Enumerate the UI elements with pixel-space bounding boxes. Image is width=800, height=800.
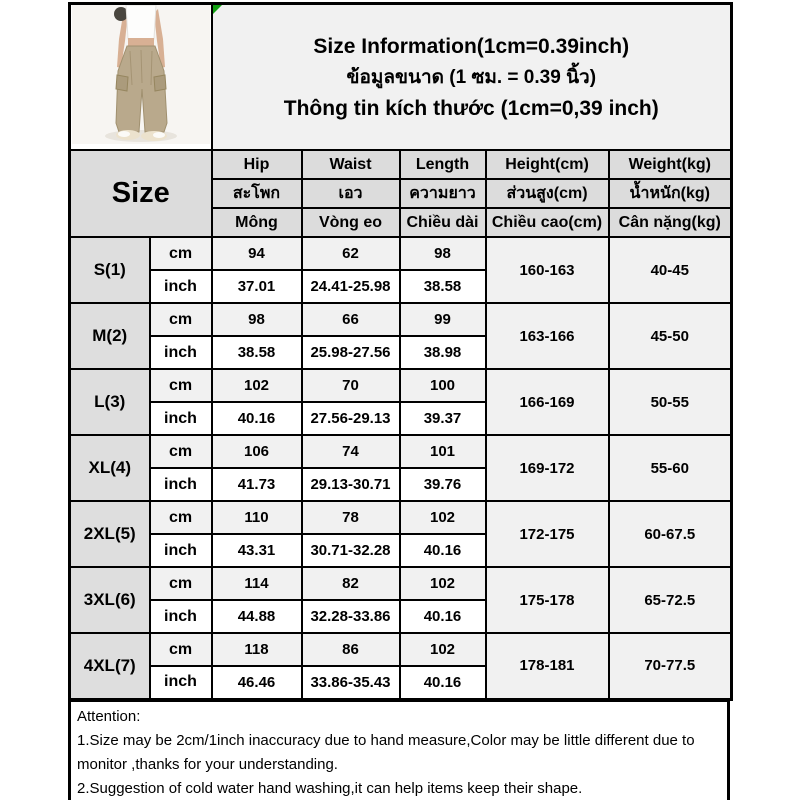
weight-range: 65-72.5 bbox=[609, 567, 732, 633]
length-cm-value: 102 bbox=[400, 501, 486, 534]
length-inch-value: 38.58 bbox=[400, 270, 486, 303]
attention-line-2: 2.Suggestion of cold water hand washing,it can help items keep their shape. bbox=[77, 779, 583, 797]
size-cell: 3XL(6) bbox=[70, 567, 150, 633]
col-hip-th: สะโพก bbox=[212, 179, 302, 208]
length-cm-value: 102 bbox=[400, 633, 486, 666]
waist-cm-value: 70 bbox=[302, 369, 400, 402]
hip-cm-value: 106 bbox=[212, 435, 302, 468]
waist-cm-value: 82 bbox=[302, 567, 400, 600]
hip-inch-value: 46.46 bbox=[212, 666, 302, 699]
length-inch-value: 39.76 bbox=[400, 468, 486, 501]
waist-cm-value: 74 bbox=[302, 435, 400, 468]
unit-cm-cell: cm bbox=[150, 369, 212, 402]
hip-inch-value: 37.01 bbox=[212, 270, 302, 303]
weight-range: 55-60 bbox=[609, 435, 732, 501]
waist-inch-value: 29.13-30.71 bbox=[302, 468, 400, 501]
height-range: 172-175 bbox=[486, 501, 609, 567]
length-cm-value: 102 bbox=[400, 567, 486, 600]
length-inch-value: 40.16 bbox=[400, 600, 486, 633]
length-inch-value: 40.16 bbox=[400, 666, 486, 699]
hip-inch-value: 43.31 bbox=[212, 534, 302, 567]
size-header-cell: Size bbox=[70, 150, 212, 237]
col-hip-vi: Mông bbox=[212, 208, 302, 237]
length-cm-value: 98 bbox=[400, 237, 486, 270]
excel-corner-marker-icon bbox=[213, 5, 222, 14]
waist-cm-value: 78 bbox=[302, 501, 400, 534]
col-weight-th: น้ำหนัก(kg) bbox=[609, 179, 732, 208]
col-weight-en: Weight(kg) bbox=[609, 150, 732, 179]
attention-note bbox=[68, 699, 730, 800]
waist-inch-value: 32.28-33.86 bbox=[302, 600, 400, 633]
col-waist-th: เอว bbox=[302, 179, 400, 208]
length-inch-value: 40.16 bbox=[400, 534, 486, 567]
unit-cm-cell: cm bbox=[150, 633, 212, 666]
size-cell: S(1) bbox=[70, 237, 150, 303]
hip-cm-value: 114 bbox=[212, 567, 302, 600]
col-height-en: Height(cm) bbox=[486, 150, 609, 179]
unit-inch-cell: inch bbox=[150, 468, 212, 501]
waist-inch-value: 24.41-25.98 bbox=[302, 270, 400, 303]
attention-heading: Attention: bbox=[77, 707, 141, 725]
unit-inch-cell: inch bbox=[150, 666, 212, 699]
hip-inch-value: 41.73 bbox=[212, 468, 302, 501]
hip-inch-value: 38.58 bbox=[212, 336, 302, 369]
height-range: 178-181 bbox=[486, 633, 609, 699]
size-chart bbox=[68, 2, 730, 800]
waist-inch-value: 25.98-27.56 bbox=[302, 336, 400, 369]
waist-inch-value: 30.71-32.28 bbox=[302, 534, 400, 567]
length-inch-value: 39.37 bbox=[400, 402, 486, 435]
hip-cm-value: 110 bbox=[212, 501, 302, 534]
title-cell bbox=[212, 4, 732, 151]
size-cell: 2XL(5) bbox=[70, 501, 150, 567]
unit-cm-cell: cm bbox=[150, 501, 212, 534]
height-range: 169-172 bbox=[486, 435, 609, 501]
weight-range: 40-45 bbox=[609, 237, 732, 303]
hip-inch-value: 40.16 bbox=[212, 402, 302, 435]
col-waist-vi: Vòng eo bbox=[302, 208, 400, 237]
size-cell: L(3) bbox=[70, 369, 150, 435]
title-thai: ข้อมูลขนาด (1 ซม. = 0.39 นิ้ว) bbox=[346, 66, 597, 88]
col-waist-en: Waist bbox=[302, 150, 400, 179]
size-cell: 4XL(7) bbox=[70, 633, 150, 699]
waist-cm-value: 62 bbox=[302, 237, 400, 270]
hip-cm-value: 98 bbox=[212, 303, 302, 336]
weight-range: 70-77.5 bbox=[609, 633, 732, 699]
col-weight-vi: Cân nặng(kg) bbox=[609, 208, 732, 237]
unit-inch-cell: inch bbox=[150, 336, 212, 369]
unit-inch-cell: inch bbox=[150, 402, 212, 435]
waist-inch-value: 33.86-35.43 bbox=[302, 666, 400, 699]
unit-inch-cell: inch bbox=[150, 270, 212, 303]
col-length-vi: Chiều dài bbox=[400, 208, 486, 237]
unit-cm-cell: cm bbox=[150, 435, 212, 468]
waist-cm-value: 66 bbox=[302, 303, 400, 336]
col-height-th: ส่วนสูง(cm) bbox=[486, 179, 609, 208]
unit-inch-cell: inch bbox=[150, 534, 212, 567]
col-length-en: Length bbox=[400, 150, 486, 179]
weight-range: 60-67.5 bbox=[609, 501, 732, 567]
hip-cm-value: 94 bbox=[212, 237, 302, 270]
weight-range: 50-55 bbox=[609, 369, 732, 435]
size-table bbox=[68, 2, 733, 701]
length-cm-value: 99 bbox=[400, 303, 486, 336]
title-english: Size Information(1cm=0.39inch) bbox=[313, 34, 630, 58]
weight-range: 45-50 bbox=[609, 303, 732, 369]
col-length-th: ความยาว bbox=[400, 179, 486, 208]
length-cm-value: 100 bbox=[400, 369, 486, 402]
waist-inch-value: 27.56-29.13 bbox=[302, 402, 400, 435]
height-range: 166-169 bbox=[486, 369, 609, 435]
hip-inch-value: 44.88 bbox=[212, 600, 302, 633]
size-cell: XL(4) bbox=[70, 435, 150, 501]
size-cell: M(2) bbox=[70, 303, 150, 369]
title-vietnamese: Thông tin kích thước (1cm=0,39 inch) bbox=[283, 96, 659, 120]
product-photo bbox=[72, 5, 210, 144]
waist-cm-value: 86 bbox=[302, 633, 400, 666]
height-range: 175-178 bbox=[486, 567, 609, 633]
hip-cm-value: 118 bbox=[212, 633, 302, 666]
unit-cm-cell: cm bbox=[150, 237, 212, 270]
length-inch-value: 38.98 bbox=[400, 336, 486, 369]
unit-cm-cell: cm bbox=[150, 303, 212, 336]
attention-line-1: 1.Size may be 2cm/1inch inaccuracy due to hand measure,Color may be little different due to monitor ,thanks for your understanding. bbox=[77, 731, 695, 773]
unit-inch-cell: inch bbox=[150, 600, 212, 633]
height-range: 163-166 bbox=[486, 303, 609, 369]
hip-cm-value: 102 bbox=[212, 369, 302, 402]
height-range: 160-163 bbox=[486, 237, 609, 303]
unit-cm-cell: cm bbox=[150, 567, 212, 600]
product-photo-cell bbox=[70, 4, 212, 151]
length-cm-value: 101 bbox=[400, 435, 486, 468]
col-height-vi: Chiều cao(cm) bbox=[486, 208, 609, 237]
col-hip-en: Hip bbox=[212, 150, 302, 179]
